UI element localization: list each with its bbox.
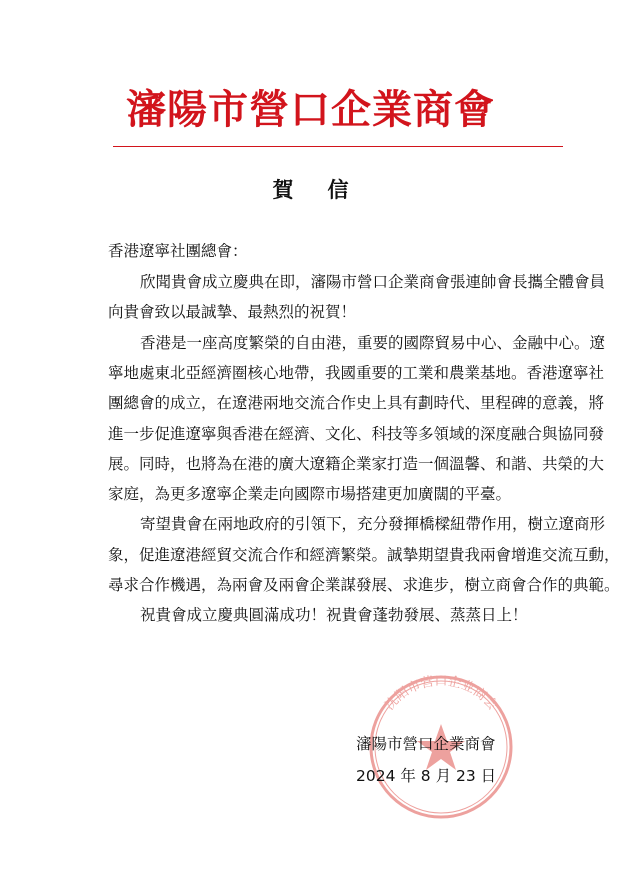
body-line: 尋求合作機遇，為兩會及兩會企業謀發展、求進步，樹立商會合作的典範。 <box>108 576 620 594</box>
body-line: 祝貴會成立慶典圓滿成功！祝貴會蓬勃發展、蒸蒸日上！ <box>140 606 528 625</box>
salutation: 香港遼寧社團總會： <box>108 242 248 260</box>
body-line: 家庭，為更多遼寧企業走向國際市場搭建更加廣闊的平臺。 <box>108 485 512 504</box>
body-line: 向貴會致以最誠摯、最熱烈的祝賀！ <box>108 303 357 322</box>
signature-date: 2024 年 8 月 23 日 <box>356 767 497 785</box>
body-line: 欣聞貴會成立慶典在即，瀋陽市營口企業商會張連帥會長攜全體會員 <box>140 273 606 291</box>
letterhead-title: 瀋陽市營口企業商會 <box>126 86 495 133</box>
body-line: 寧地處東北亞經濟圈核心地帶，我國重要的工業和農業基地。香港遼寧社 <box>108 363 605 382</box>
svg-text:沈阳市营口企业商会 <box>382 673 500 713</box>
stamp-text: 沈阳市营口企业商会 <box>382 674 500 714</box>
body-line: 進一步促進遼寧與香港在經濟、文化、科技等多領域的深度融合與協同發 <box>108 424 605 443</box>
body-line: 香港是一座高度繁榮的自由港，重要的國際貿易中心、金融中心。遼 <box>140 333 606 352</box>
body-line: 象，促進遼港經貿交流合作和經濟繁榮。誠摯期望貴我兩會增進交流互動， <box>108 545 620 564</box>
letter-subtitle: 賀信 <box>272 178 383 202</box>
signature-organization: 瀋陽市營口企業商會 <box>356 735 496 753</box>
body-line: 寄望貴會在兩地政府的引領下，充分發揮橋樑紐帶作用，樹立遼商形 <box>140 515 606 534</box>
body-line: 展。同時，也將為在港的廣大遼籍企業家打造一個溫馨、和諧、共榮的大 <box>108 454 605 473</box>
letterhead-divider <box>113 146 563 147</box>
body-line: 團總會的成立，在遼港兩地交流合作史上具有劃時代、里程碑的意義，將 <box>108 394 605 413</box>
